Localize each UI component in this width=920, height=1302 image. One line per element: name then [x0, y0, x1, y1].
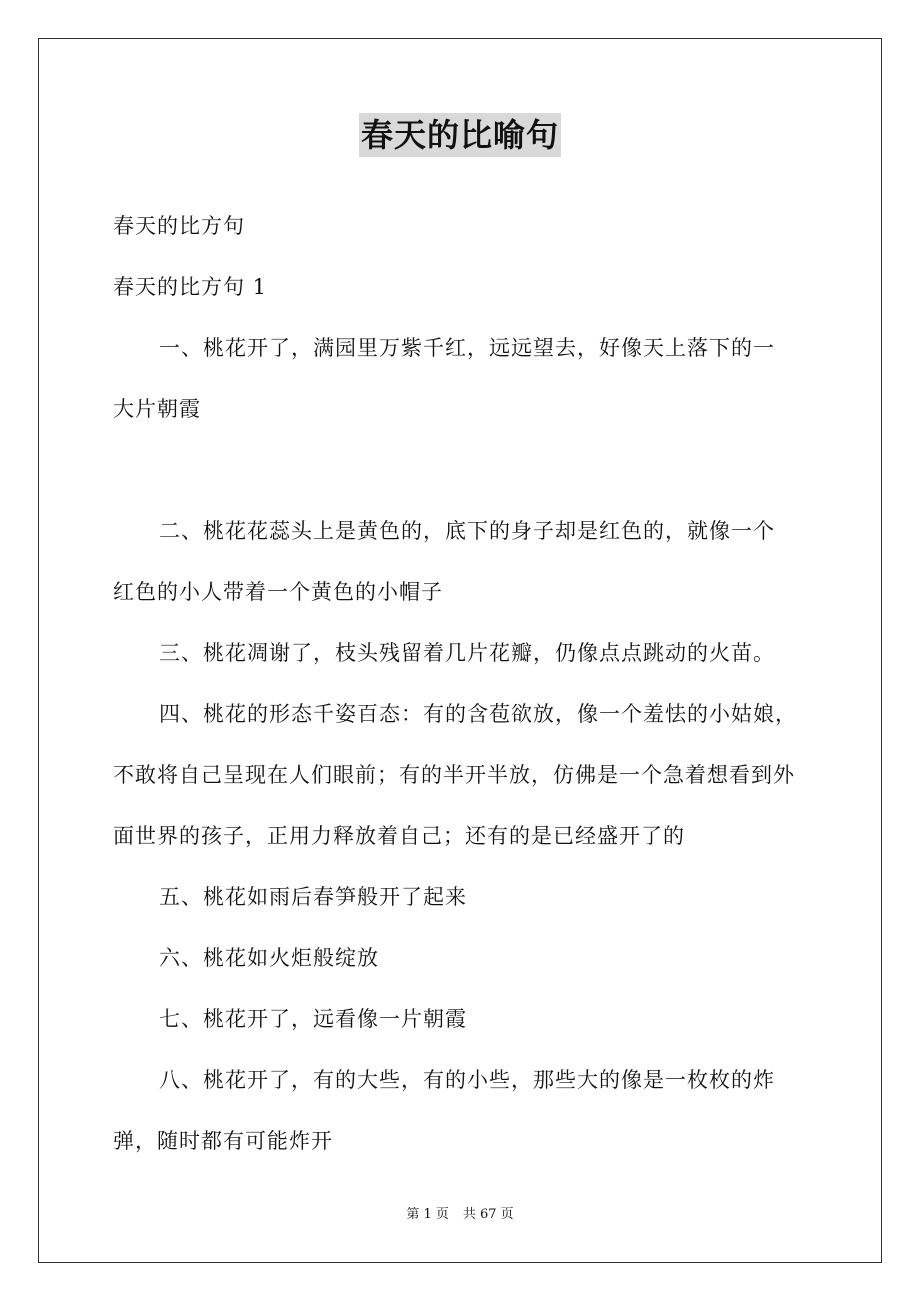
document-title: 春天的比喻句 [359, 113, 561, 157]
page-number: 第 1 页 [406, 1207, 449, 1222]
paragraph-line: 八、桃花开了，有的大些，有的小些，那些大的像是一枚枚的炸 [159, 1068, 775, 1092]
paragraph-line: 二、桃花花蕊头上是黄色的，底下的身子却是红色的，就像一个 [159, 519, 775, 543]
paragraph-line: 三、桃花凋谢了，枝头残留着几片花瓣，仍像点点跳动的火苗。 [159, 641, 775, 665]
paragraph-line: 大片朝霞 [113, 397, 201, 421]
blank-line [113, 440, 813, 501]
paragraph-line: 七、桃花开了，远看像一片朝霞 [159, 1007, 467, 1031]
total-pages: 共 67 页 [462, 1207, 514, 1222]
paragraph-line: 五、桃花如雨后春笋般开了起来 [159, 885, 467, 909]
document-body [113, 196, 813, 1172]
paragraph-line: 四、桃花的形态千姿百态：有的含苞欲放，像一个羞怯的小姑娘， [159, 702, 797, 726]
paragraph-line: 弹，随时都有可能炸开 [113, 1129, 333, 1153]
section-heading: 春天的比方句 1 [113, 275, 268, 299]
page-footer [0, 1205, 920, 1225]
subtitle: 春天的比方句 [113, 214, 245, 238]
paragraph-line: 六、桃花如火炬般绽放 [159, 946, 379, 970]
title-container [0, 113, 920, 157]
paragraph-line: 一、桃花开了，满园里万紫千红，远远望去，好像天上落下的一 [159, 336, 775, 360]
paragraph-line: 红色的小人带着一个黄色的小帽子 [113, 580, 443, 604]
paragraph-line: 面世界的孩子，正用力释放着自己；还有的是已经盛开了的 [113, 824, 685, 848]
paragraph-line: 不敢将自己呈现在人们眼前；有的半开半放，仿佛是一个急着想看到外 [113, 763, 795, 787]
